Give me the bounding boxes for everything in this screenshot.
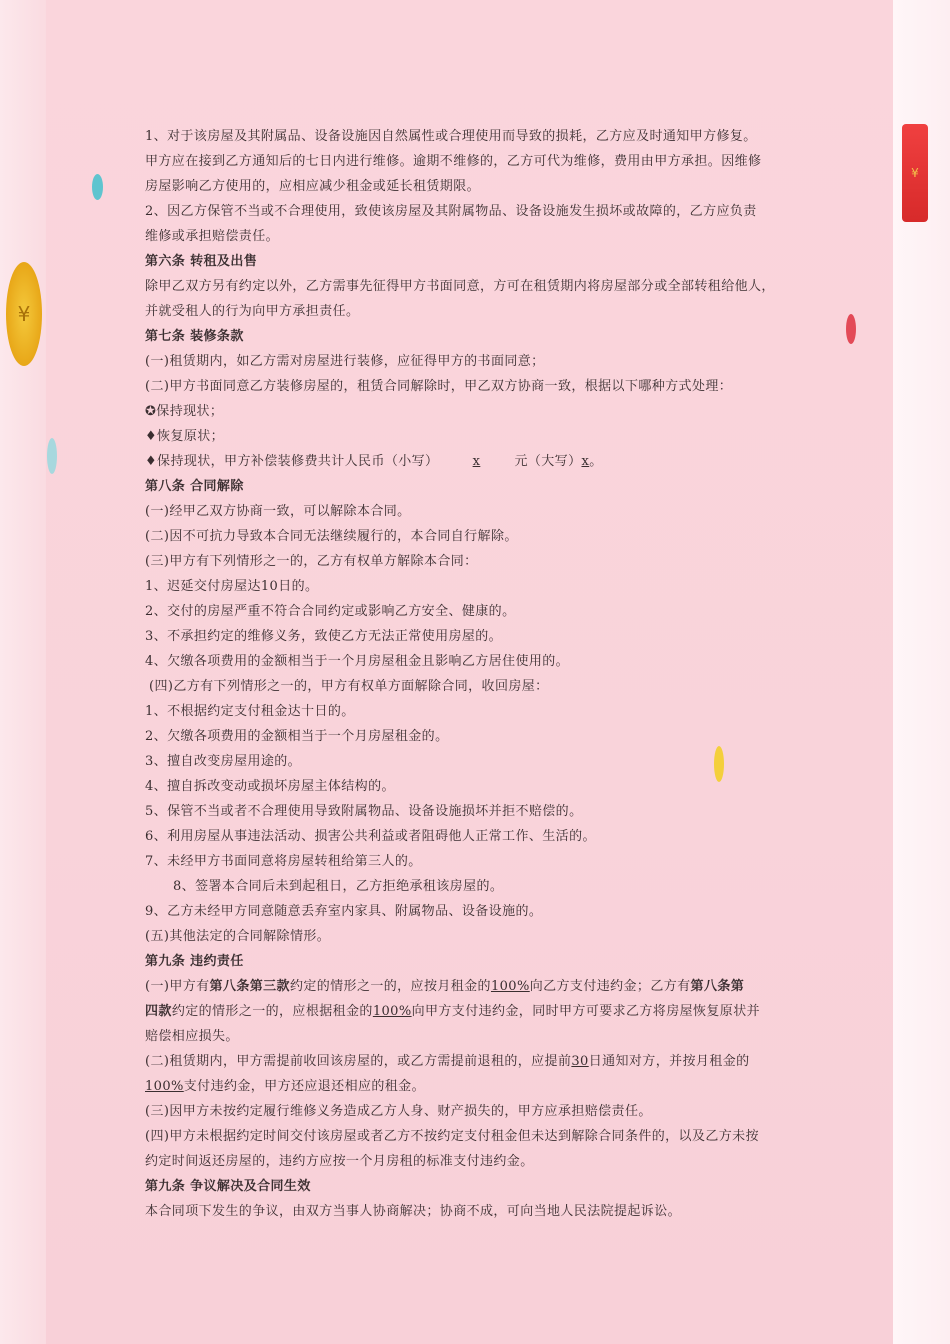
paragraph-line: (一)租赁期内，如乙方需对房屋进行装修，应征得甲方的书面同意； [145,354,545,369]
paragraph-line: 1、对于该房屋及其附属品、设备设施因自然属性或合理使用而导致的损耗，乙方应及时通知甲方修复。 [145,129,757,144]
paragraph-line: 7、未经甲方书面同意将房屋转租给第三人的。 [145,854,422,869]
text-run: 第八条第 [690,979,745,994]
text-run: 100% [490,979,530,994]
text-run: 100% [372,1004,412,1019]
paragraph-line: 并就受租人的行为向甲方承担责任。 [145,304,360,319]
text-run: 第八条第三款 [209,979,290,994]
paragraph-line: 1、不根据约定支付租金达十日的。 [145,704,355,719]
paragraph-line: (三)因甲方未按约定履行维修义务造成乙方人身、财产损失的，甲方应承担赔偿责任。 [145,1104,652,1119]
gold-coin-decoration [6,262,42,366]
paragraph-line: 房屋影响乙方使用的，应相应减少租金或延长租赁期限。 [145,179,481,194]
breach-clause-line [145,974,825,999]
paragraph-line: 除甲乙双方另有约定以外，乙方需事先征得甲方书面同意，方可在租赁期内将房屋部分或全部转租给他人， [145,279,775,294]
breach-clause-line [145,1049,825,1074]
paragraph-line: 3、不承担约定的维修义务，致使乙方无法正常使用房屋的。 [145,629,503,644]
light-blue-gem-decoration [47,438,57,474]
text-run: 日通知对方，并按月租金的 [588,1054,750,1069]
paragraph-line: 4、擅自拆改变动或损坏房屋主体结构的。 [145,779,395,794]
paragraph-line: (一)经甲乙双方协商一致，可以解除本合同。 [145,504,411,519]
left-margin-strip [0,0,46,1344]
paragraph-line: (五)其他法定的合同解除情形。 [145,929,331,944]
contract-text [145,124,825,1224]
text-run: (二)租赁期内，甲方需提前收回该房屋的，或乙方需提前退租的，应提前 [145,1054,572,1069]
text-run: 约定的情形之一的，应按月租金的 [289,979,491,994]
text-run: 30 [571,1054,589,1069]
red-gem-decoration [846,314,856,344]
paragraph-line: ♦恢复原状； [145,429,225,444]
paragraph-line: 约定时间返还房屋的，违约方应按一个月房租的标准支付违约金。 [145,1154,534,1169]
text-run: 向甲方支付违约金，同时甲方可要求乙方将房屋恢复原状并 [411,1004,760,1019]
amount-small-field: x [472,454,481,469]
paragraph-line: 赔偿相应损失。 [145,1029,239,1044]
amount-big-field: x [581,454,590,469]
text-run: ♦保持现状，甲方补偿装修费共计人民币（小写） [145,454,439,469]
paragraph-line: (四)甲方未根据约定时间交付该房屋或者乙方不按约定支付租金但未达到解除合同条件的，以及乙方未按 [145,1129,759,1144]
compensation-line [145,449,825,474]
paragraph-line: 5、保管不当或者不合理使用导致附属物品、设备设施损坏并拒不赔偿的。 [145,804,583,819]
text-run: 向乙方支付违约金；乙方有 [529,979,691,994]
paragraph-line: 3、擅自改变房屋用途的。 [145,754,302,769]
coin-yen-icon: ¥ [17,302,31,326]
paragraph-line: 本合同项下发生的争议，由双方当事人协商解决；协商不成，可向当地人民法院提起诉讼。 [145,1204,682,1219]
paragraph-line: 2、交付的房屋严重不符合合同约定或影响乙方安全、健康的。 [145,604,516,619]
paragraph-line: (二)甲方书面同意乙方装修房屋的，租赁合同解除时，甲乙双方协商一致，根据以下哪种方式处理： [145,379,733,394]
breach-clause-line [145,999,825,1024]
text-run: 约定的情形之一的，应根据租金的 [171,1004,373,1019]
paragraph-line: (三)甲方有下列情形之一的，乙方有权单方解除本合同： [145,554,478,569]
text-run: 四款 [145,1004,172,1019]
paragraph-line: 1、迟延交付房屋达10日的。 [145,579,319,594]
red-envelope-decoration [902,124,928,222]
text-run: 元（大写） [514,454,582,469]
paragraph-line: (四)乙方有下列情形之一的，甲方有权单方面解除合同，收回房屋： [149,679,549,694]
blue-gem-decoration [92,174,103,200]
text-run: (一)甲方有 [145,979,210,994]
paragraph-line: 6、利用房屋从事违法活动、损害公共利益或者阻碍他人正常工作、生活的。 [145,829,596,844]
section-heading: 第九条 争议解决及合同生效 [145,1179,311,1194]
paragraph-line: 4、欠缴各项费用的金额相当于一个月房屋租金且影响乙方居住使用的。 [145,654,570,669]
paragraph-line: 9、乙方未经甲方同意随意丢弃室内家具、附属物品、设备设施的。 [145,904,543,919]
breach-clause-line [145,1074,825,1099]
paragraph-line: (二)因不可抗力导致本合同无法继续履行的，本合同自行解除。 [145,529,518,544]
paragraph-line: 8、签署本合同后未到起租日，乙方拒绝承租该房屋的。 [173,879,504,894]
envelope-yen-icon: ¥ [911,166,919,180]
paragraph-line: 2、因乙方保管不当或不合理使用，致使该房屋及其附属物品、设备设施发生损坏或故障的，乙方应负责 [145,204,757,219]
section-heading: 第八条 合同解除 [145,479,244,494]
text-run: 支付违约金，甲方还应退还相应的租金。 [183,1079,425,1094]
paragraph-line: ✪保持现状； [145,404,224,419]
paragraph-line: 维修或承担赔偿责任。 [145,229,280,244]
section-heading: 第七条 装修条款 [145,329,244,344]
section-heading: 第六条 转租及出售 [145,254,258,269]
text-run: 。 [589,454,603,469]
section-heading: 第九条 违约责任 [145,954,244,969]
text-run: 100% [145,1079,184,1094]
paragraph-line: 2、欠缴各项费用的金额相当于一个月房屋租金的。 [145,729,449,744]
paragraph-line: 甲方应在接到乙方通知后的七日内进行维修。逾期不维修的，乙方可代为维修，费用由甲方承担。因维修 [145,154,762,169]
